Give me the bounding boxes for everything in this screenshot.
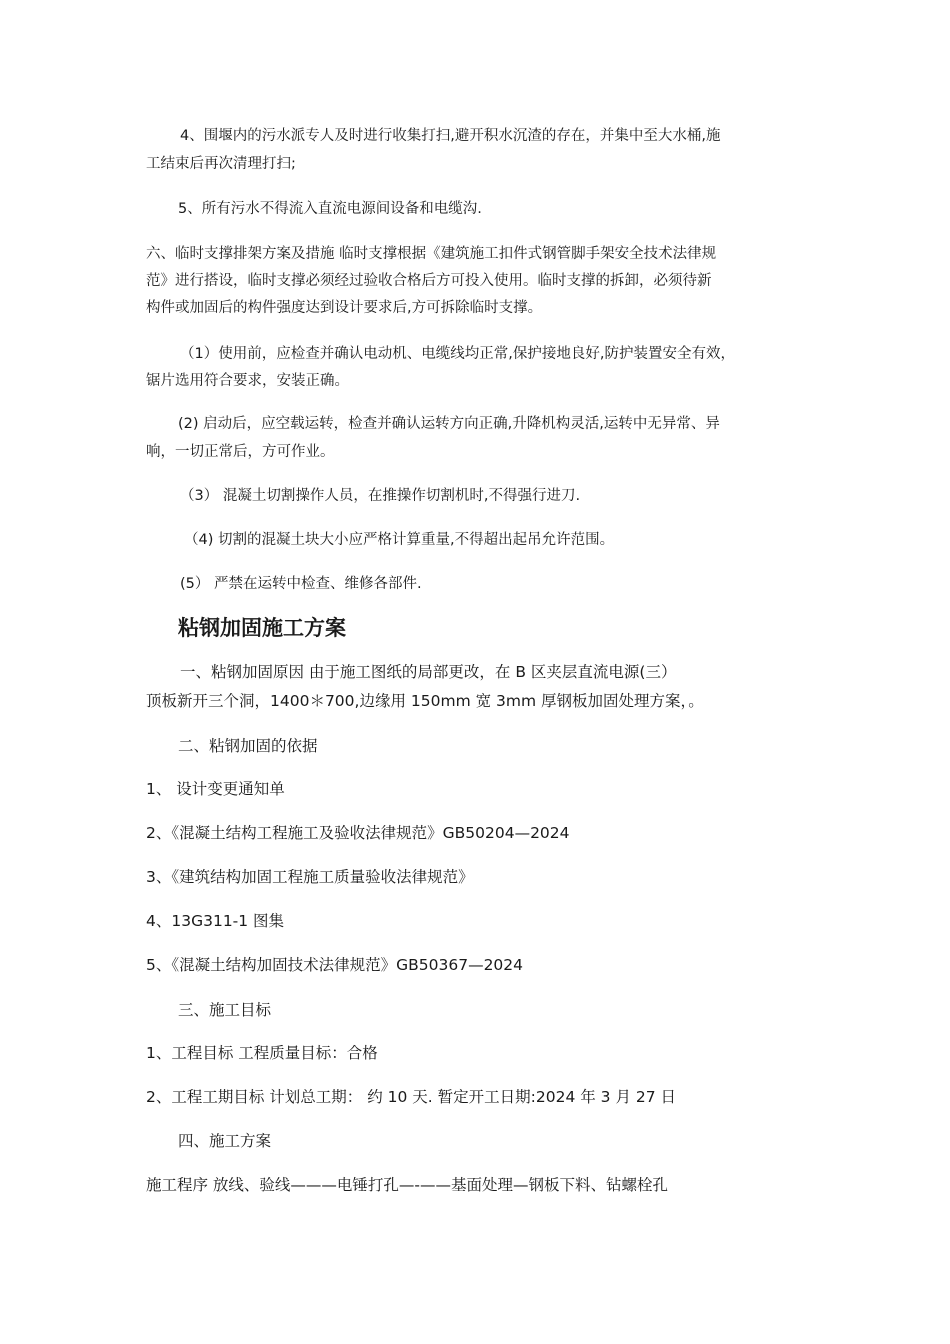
section-heading: 粘钢加固施工方案 (178, 616, 346, 640)
section-6-line-3: 构件或加固后的构件强度达到设计要求后,方可拆除临时支撑。 (146, 300, 543, 316)
item-4-line-2: 工结束后再次清理打扫; (146, 156, 296, 172)
rule-2-line-1: (2) 启动后，应空载运转，检查并确认运转方向正确,升降机构灵活,运转中无异常、异 (178, 416, 720, 432)
rule-2-line-2: 响，一切正常后，方可作业。 (146, 444, 335, 460)
rule-3: （3） 混凝土切割操作人员，在推操作切割机时,不得强行进刀. (180, 488, 581, 504)
item-4-line-1: 4、围堰内的污水派专人及时进行收集打扫,避开积水沉渣的存在，并集中至大水桶,施 (180, 128, 721, 144)
part-3-item-1: 1、工程目标 工程质量目标：合格 (146, 1044, 378, 1062)
part-2-item-2: 2、《混凝土结构工程施工及验收法律规范》GB50204—2024 (146, 824, 570, 842)
rule-4: （4) 切割的混凝土块大小应严格计算重量,不得超出起吊允许范围。 (184, 532, 615, 548)
part-2-item-3: 3、《建筑结构加固工程施工质量验收法律规范》 (146, 868, 474, 886)
part-2-item-5: 5、《混凝土结构加固技术法律规范》GB50367—2024 (146, 956, 524, 974)
section-6-line-2: 范》进行搭设，临时支撑必须经过验收合格后方可投入使用。临时支撑的拆卸，必须待新 (146, 273, 712, 289)
part-1-line-1: 一、粘钢加固原因 由于施工图纸的局部更改，在 B 区夹层直流电源(三） (180, 663, 677, 681)
part-2-title: 二、粘钢加固的依据 (178, 737, 318, 755)
part-3-title: 三、施工目标 (178, 1001, 272, 1019)
part-2-item-4: 4、13G311-1 图集 (146, 912, 285, 930)
rule-5: (5） 严禁在运转中检查、维修各部件. (180, 576, 422, 592)
section-6-line-1: 六、临时支撑排架方案及措施 临时支撑根据《建筑施工扣件式钢管脚手架安全技术法律规 (146, 246, 717, 262)
part-1-line-2: 顶板新开三个洞，1400＊700,边缘用 150mm 宽 3mm 厚钢板加固处理方案，。 (146, 692, 704, 710)
part-4-title: 四、施工方案 (178, 1132, 272, 1150)
rule-1-line-1: （1）使用前，应检查并确认电动机、电缆线均正常,保护接地良好,防护装置安全有效， (180, 346, 735, 362)
part-2-item-1: 1、 设计变更通知单 (146, 780, 285, 798)
part-4-procedure: 施工程序 放线、验线———电锤打孔—-——基面处理—钢板下料、钻螺栓孔 (146, 1176, 669, 1194)
part-3-item-2: 2、工程工期目标 计划总工期： 约 10 天. 暂定开工日期:2024 年 3 月 27 日 (146, 1088, 677, 1106)
item-5: 5、所有污水不得流入直流电源间设备和电缆沟. (178, 201, 482, 217)
rule-1-line-2: 锯片选用符合要求，安装正确。 (146, 373, 349, 389)
